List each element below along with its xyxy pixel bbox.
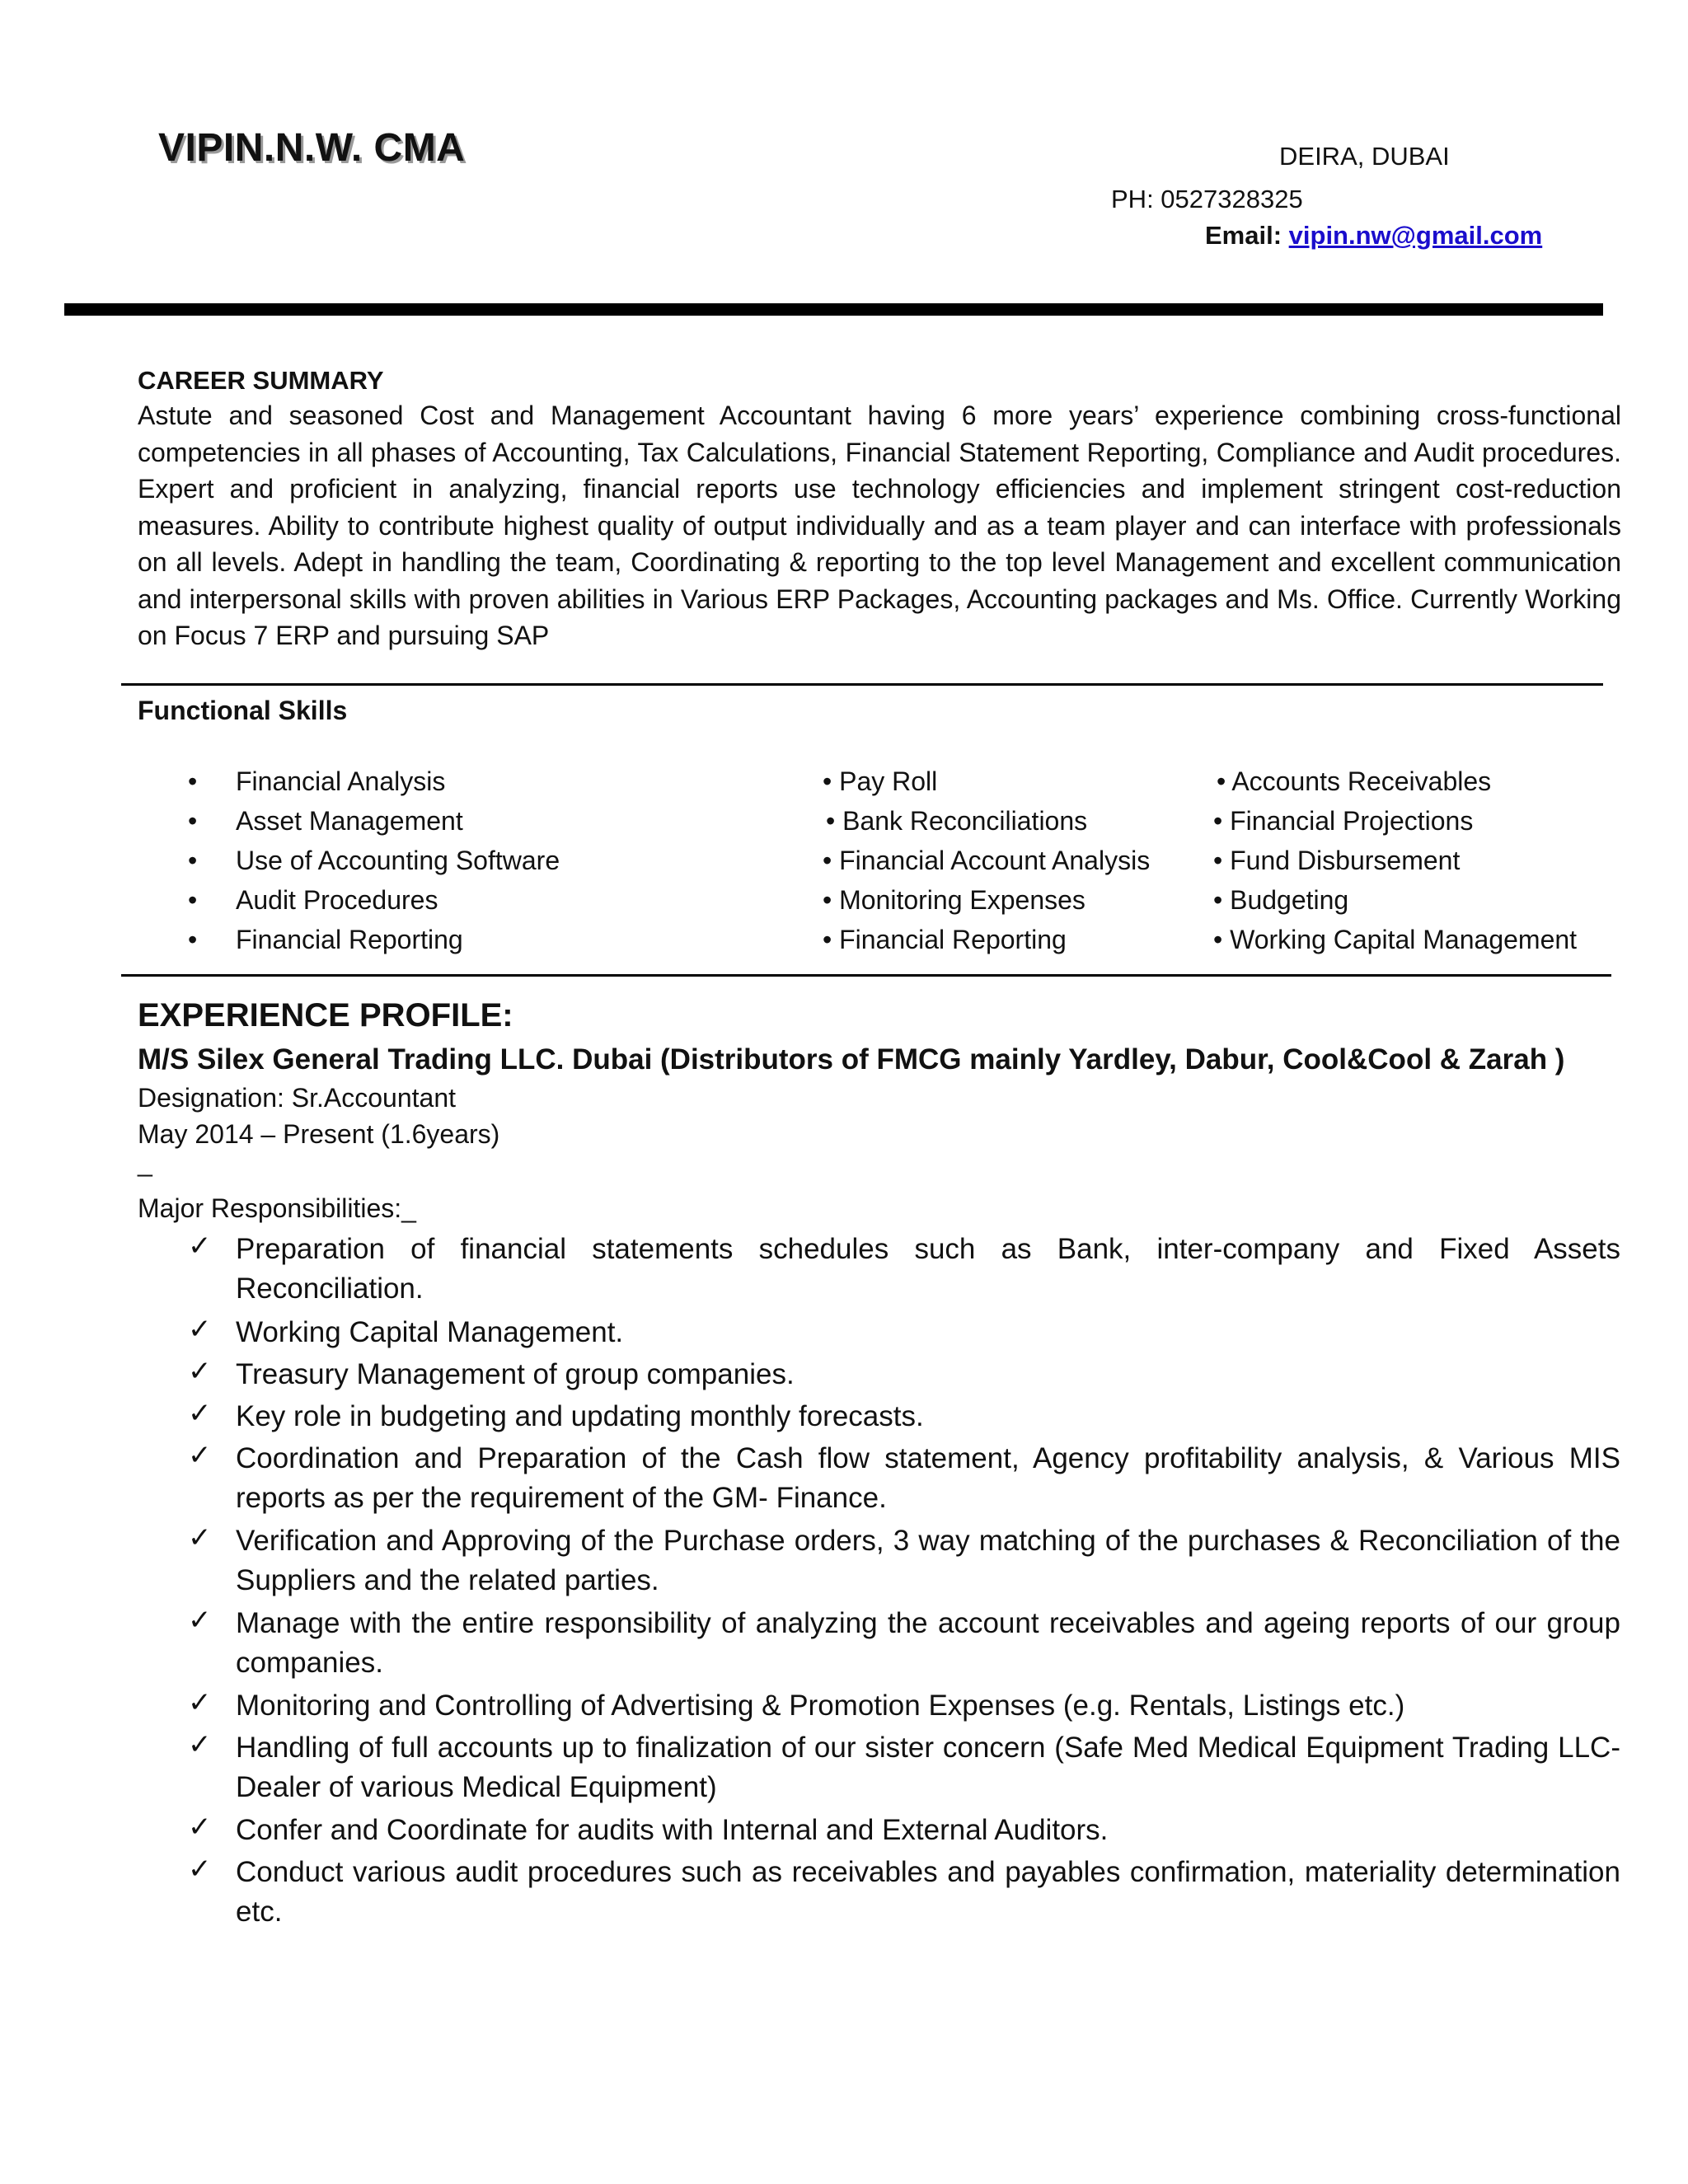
check-icon: ✓ [188, 1230, 212, 1262]
summary-divider [121, 683, 1603, 686]
responsibilities-label: Major Responsibilities:_ [138, 1193, 416, 1223]
skills-divider [121, 974, 1611, 977]
check-icon: ✓ [188, 1398, 212, 1429]
email-link[interactable]: vipin.nw@gmail.com [1288, 221, 1543, 250]
list-item [188, 885, 438, 925]
list-item: Handling of full accounts up to finalization of our sister concern (Safe Med Medical Equipment Trading LLC- Dealer of various Medical Equipment) [236, 1732, 1620, 1803]
separator-mark: _ [138, 1147, 152, 1177]
email-label: Email: [1205, 221, 1282, 250]
skill-item: Asset Management [236, 806, 463, 836]
skill-item: • Financial Reporting [823, 925, 1067, 954]
skill-item: Audit Procedures [236, 885, 438, 915]
email-row [1205, 221, 1542, 251]
list-item: Confer and Coordinate for audits with Internal and External Auditors. [236, 1814, 1109, 1846]
skill-item: • Budgeting [1213, 885, 1349, 915]
list-item: Monitoring and Controlling of Advertising & Promotion Expenses (e.g. Rentals, Listings etc.) [236, 1690, 1405, 1722]
skill-item: • Pay Roll [823, 766, 938, 796]
skill-item: Financial Analysis [236, 766, 446, 796]
skill-item: Financial Reporting [236, 925, 463, 954]
career-summary-text: Astute and seasoned Cost and Management Accountant having 6 more years’ experience combining cross-functional competencies in all phases of Accounting, Tax Calculations, Financial Statement Reporting, Compliance and Audit procedures. Expert and proficient in analyzing, financial reports use technology efficiencies and implement stringent cost-reduction measures. Ability to contribute highest quality of output individually and as a team player and can interface with professionals on all levels. Adept in handling the team, Coordinating & reporting to the top level Management and excellent communication and interpersonal skills with proven abilities in Various ERP Packages, Accounting packages and Ms. Office. Currently Working on Focus 7 ERP and pursuing SAP [138, 401, 1621, 650]
list-item [188, 766, 446, 806]
bullet-icon: • [188, 846, 198, 875]
designation: Designation: Sr.Accountant [138, 1083, 457, 1113]
bullet-icon: • [188, 766, 198, 796]
career-summary-heading: CAREER SUMMARY [138, 366, 384, 395]
list-item: Coordination and Preparation of the Cash flow statement, Agency profitability analysis, & Various MIS reports as per the requirement of the GM- Finance. [236, 1442, 1620, 1514]
skills-column-2 [823, 766, 1150, 964]
skills-column-3 [1213, 766, 1577, 964]
check-icon: ✓ [188, 1811, 212, 1843]
skill-item: • Monitoring Expenses [823, 885, 1085, 915]
check-icon: ✓ [188, 1605, 212, 1636]
list-item: Conduct various audit procedures such as receivables and payables confirmation, materiality determination etc. [236, 1856, 1620, 1928]
check-icon: ✓ [188, 1729, 212, 1760]
list-item [188, 846, 560, 885]
employment-period: May 2014 – Present (1.6years) [138, 1119, 500, 1149]
list-item: Working Capital Management. [236, 1316, 624, 1348]
bullet-icon: • [188, 806, 198, 836]
company-name: M/S Silex General Trading LLC. Dubai (Distributors of FMCG mainly Yardley, Dabur, Cool&Cool & Zarah ) [138, 1043, 1565, 1076]
skill-item: • Working Capital Management [1213, 925, 1578, 954]
check-icon: ✓ [188, 1687, 212, 1718]
skill-item: • Fund Disbursement [1213, 846, 1461, 875]
candidate-name: VIPIN.N.W. CMA [158, 126, 466, 170]
list-item: Manage with the entire responsibility of analyzing the account receivables and ageing reports of our group companies. [236, 1607, 1620, 1679]
list-item: Key role in budgeting and updating monthly forecasts. [236, 1400, 924, 1432]
list-item: Preparation of financial statements schedules such as Bank, inter-company and Fixed Assets Reconciliation. [236, 1233, 1620, 1305]
skill-item: • Bank Reconciliations [826, 806, 1088, 836]
list-item: Treasury Management of group companies. [236, 1358, 795, 1390]
check-icon: ✓ [188, 1854, 212, 1885]
list-item [188, 925, 463, 964]
functional-skills-heading: Functional Skills [138, 696, 348, 725]
check-icon: ✓ [188, 1356, 212, 1387]
list-item [188, 806, 463, 846]
location: DEIRA, DUBAI [1279, 142, 1450, 171]
skills-column-1 [188, 766, 560, 964]
bullet-icon: • [188, 885, 198, 915]
skill-item: Use of Accounting Software [236, 846, 560, 875]
check-icon: ✓ [188, 1314, 212, 1345]
check-icon: ✓ [188, 1440, 212, 1471]
bullet-icon: • [188, 925, 198, 954]
skill-item: • Financial Account Analysis [823, 846, 1151, 875]
skill-item: • Financial Projections [1213, 806, 1474, 836]
phone: PH: 0527328325 [1111, 185, 1303, 213]
experience-heading: EXPERIENCE PROFILE: [138, 997, 513, 1033]
check-icon: ✓ [188, 1522, 212, 1554]
skill-item: • Accounts Receivables [1217, 766, 1492, 796]
list-item: Verification and Approving of the Purchase orders, 3 way matching of the purchases & Reconciliation of the Suppliers and the related parties. [236, 1525, 1620, 1596]
header-divider [64, 303, 1603, 316]
